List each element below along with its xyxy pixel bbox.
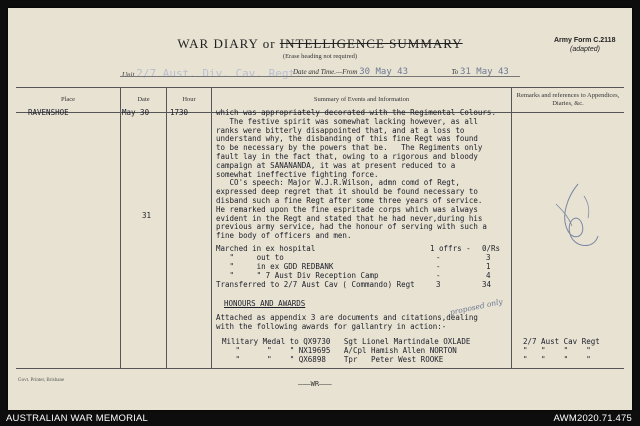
col-rule-4: [511, 87, 512, 368]
honours-line: with the following awards for gallantry in action:-: [216, 322, 447, 331]
remarks-unit: 2/7 Aust Cav Regt: [523, 337, 600, 346]
col-header-remarks: Remarks and references to Appendices, Diaries, &c.: [516, 92, 620, 107]
date-from: 30 May 43: [359, 67, 409, 77]
form-id: [554, 36, 615, 54]
summary-line: understand why, the disbanding of this fine Regt was found: [216, 134, 478, 144]
form-name: Army Form C.2118: [554, 37, 616, 44]
entry-date-1: May 30: [122, 108, 150, 117]
entry-place: RAVENSHOE: [28, 108, 69, 117]
date-to: 31 May 43: [460, 67, 509, 77]
summary-line: which was appropriately decorated with the Regimental Colours.: [216, 108, 496, 117]
summary-line: disband such a fine Regt after some three years of service.: [216, 196, 483, 205]
entry-date-2: 31: [142, 211, 152, 220]
page-title: [8, 36, 632, 52]
title-prefix: WAR DIARY or: [177, 36, 280, 51]
col-header-summary: Summary of Events and Information: [313, 96, 410, 103]
page-subtitle: (Erase heading not required): [282, 53, 358, 60]
summary-line: evident in the Regt and stated that he had never,during his: [216, 213, 483, 223]
to-label: To: [451, 68, 459, 76]
movement-offrs: -: [436, 271, 441, 280]
movement-offrs: -: [436, 253, 441, 262]
footer-signature: ———WR———: [298, 380, 332, 388]
movement-ors: 1: [486, 262, 491, 271]
movement-text: " out to: [216, 253, 284, 262]
movement-ors: 0/Rs: [482, 244, 501, 253]
summary-line: ranks were bitterly disappointed that, and at a loss to: [216, 125, 465, 135]
col-header-hour: Hour: [182, 96, 196, 103]
entry-hour: 1730: [170, 108, 189, 117]
unit-line: [122, 67, 302, 80]
form-sub: (adapted): [570, 46, 600, 53]
summary-line: CO's speech: Major W.J.R.Wilson, admn comd of Regt,: [216, 178, 460, 188]
printer-credit: Govt. Printer, Brisbane: [18, 378, 65, 383]
movement-offrs: 1 offrs -: [430, 244, 471, 253]
title-struck: INTELLIGENCE SUMMARY: [279, 36, 463, 51]
proposed-annotation: proposed only: [449, 296, 504, 317]
movement-ors: 3: [486, 253, 491, 262]
award-line: " " " QX6898 Tpr Peter West ROOKE: [222, 355, 444, 364]
summary-line: campaign at SANANANDA, it was at present reduced to a: [216, 160, 456, 170]
date-label: Date and Time.—From: [293, 68, 358, 76]
award-line: Military Medal to QX9730 Sgt Lionel Martindale OXLADE: [222, 337, 471, 346]
col-header-place: Place: [60, 96, 76, 103]
movement-text: " " 7 Aust Div Reception Camp: [216, 271, 379, 280]
unit-value: 2/7 Aust. Div. Cav. Regt.: [136, 67, 302, 80]
honours-line: Attached as appendix 3 are documents and citations,dealing: [216, 313, 478, 322]
collection-caption: AUSTRALIAN WAR MEMORIAL: [6, 413, 149, 424]
diary-page: [8, 8, 632, 410]
summary-line: fine body of officers and men.: [216, 231, 352, 241]
summary-line: expressed deep regret that it should be found necessary to: [216, 187, 478, 197]
remarks-ditto: " " " ": [523, 346, 591, 355]
movement-text: " in ex GDD REDBANK: [216, 262, 334, 271]
remarks-ditto: " " " ": [523, 355, 591, 364]
summary-line: somewhat ineffective fighting force.: [216, 169, 379, 179]
col-rule-3: [211, 87, 212, 368]
col-rule-2: [166, 87, 167, 368]
header-underline: [120, 76, 520, 77]
summary-line: The festive spirit was somewhat lacking however, as all: [216, 116, 478, 126]
movement-offrs: 3: [436, 280, 441, 289]
summary-line: He remarked upon the fine espritade corps which was always: [216, 204, 478, 214]
summary-line: previous army service, had the honour of serving with such a: [216, 222, 487, 232]
col-header-date: Date: [137, 96, 150, 103]
handwritten-initials: [538, 176, 608, 266]
movement-ors: 34: [482, 280, 492, 289]
movement-ors: 4: [486, 271, 491, 280]
movement-text: Transferred to 2/7 Aust Cav ( Commando) Regt: [216, 280, 415, 289]
col-rule-1: [120, 87, 121, 368]
accession-number: AWM2020.71.475: [553, 413, 632, 424]
movement-offrs: -: [436, 262, 441, 271]
honours-heading: HONOURS AND AWARDS: [224, 299, 306, 308]
summary-line: to be necessary by the powers that be. The Regiments only: [216, 143, 483, 153]
table-bottom-rule: [16, 368, 624, 369]
unit-label: Unit: [122, 71, 135, 79]
summary-line: fault lay in the fact that, owing to a rigorous and bloody: [216, 152, 478, 161]
award-line: " " " NX19695 A/Cpl Hamish Allen NORTON: [222, 346, 457, 355]
movement-text: Marched in ex hospital: [216, 244, 316, 253]
